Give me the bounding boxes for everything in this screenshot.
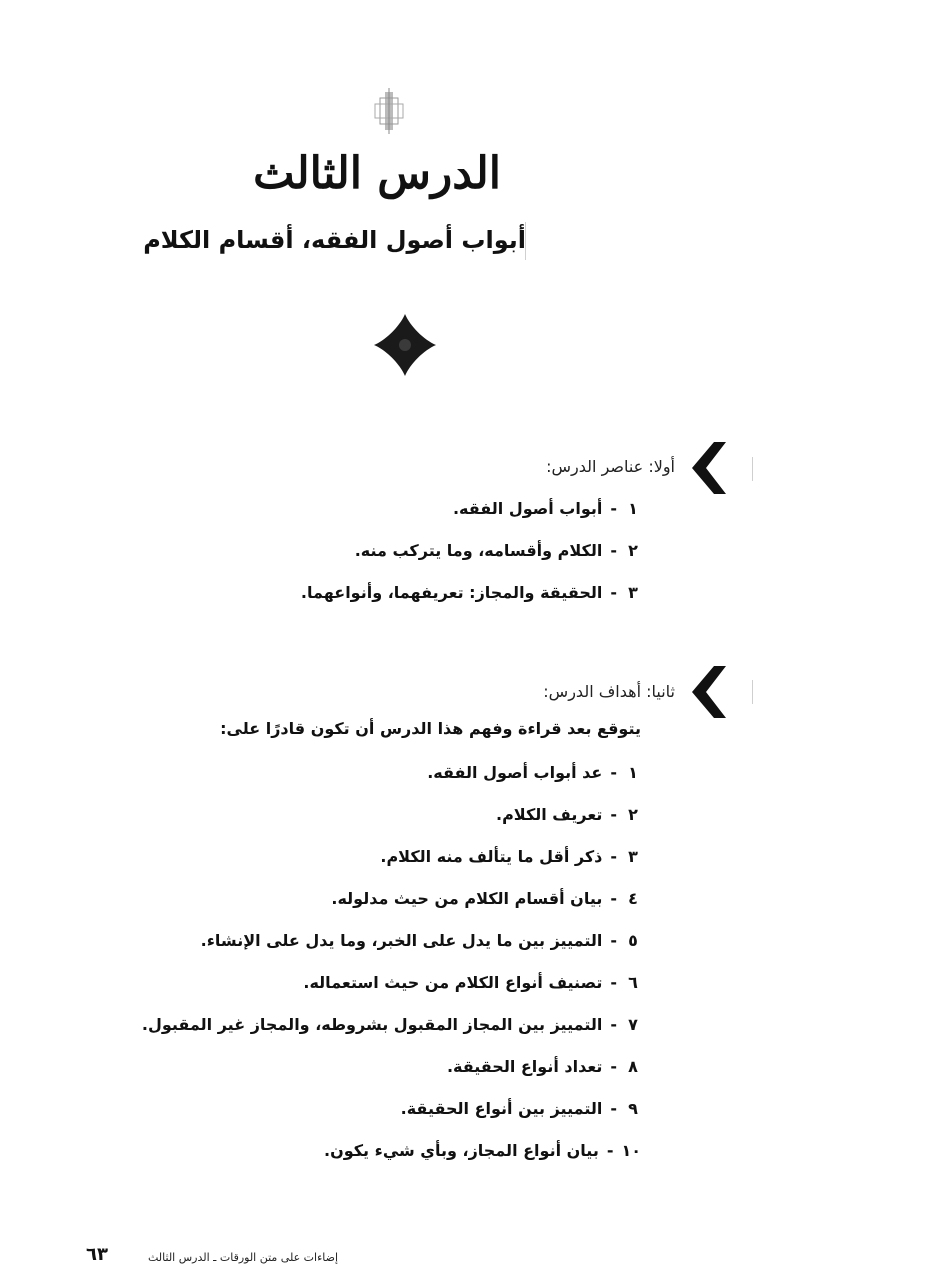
list-item: ١٠-بيان أنواع المجاز، وبأي شيء يكون. xyxy=(323,1141,641,1160)
list-item-text: بيان أنواع المجاز، وبأي شيء يكون. xyxy=(323,1141,599,1160)
list-item: ٥-التمييز بين ما يدل على الخبر، وما يدل على الإنشاء. xyxy=(201,931,641,950)
list-item: ١-أبواب أصول الفقه. xyxy=(453,499,641,518)
section-heading: أولا: عناصر الدرس: xyxy=(546,457,675,476)
list-item: ٢-تعريف الكلام. xyxy=(496,805,641,824)
list-item-number: ٥ xyxy=(628,931,638,950)
list-item: ٤-بيان أقسام الكلام من حيث مدلوله. xyxy=(331,889,641,908)
list-item: ٩-التمييز بين أنواع الحقيقة. xyxy=(401,1099,641,1118)
list-item-text: تعريف الكلام. xyxy=(495,805,603,824)
section-heading: ثانيا: أهداف الدرس: xyxy=(543,682,675,701)
section-intro: يتوقع بعد قراءة وفهم هذا الدرس أن تكون قادرًا على: xyxy=(220,719,641,738)
list-item-text: تعداد أنواع الحقيقة. xyxy=(446,1057,603,1076)
list-item-text: الكلام وأقسامه، وما يتركب منه. xyxy=(354,541,603,560)
list-item: ٦-تصنيف أنواع الكلام من حيث استعماله. xyxy=(303,973,641,992)
list-item-number: ٣ xyxy=(628,847,638,866)
list-item-number: ٧ xyxy=(628,1015,638,1034)
list-item: ٨-تعداد أنواع الحقيقة. xyxy=(447,1057,641,1076)
list-item-text: تصنيف أنواع الكلام من حيث استعماله. xyxy=(303,973,603,992)
list-item-number: ١ xyxy=(628,763,638,782)
list-item-text: أبواب أصول الفقه. xyxy=(452,499,603,518)
list-item-text: بيان أقسام الكلام من حيث مدلوله. xyxy=(331,889,603,908)
list-item: ٣-الحقيقة والمجاز: تعريفهما، وأنواعهما. xyxy=(301,583,641,602)
list-item-number: ٦ xyxy=(628,973,638,992)
list-item-number: ١ xyxy=(628,499,638,518)
list-item-text: الحقيقة والمجاز: تعريفهما، وأنواعهما. xyxy=(300,583,603,602)
list-item-number: ٢ xyxy=(628,805,638,824)
list-item-text: التمييز بين المجاز المقبول بشروطه، والمجاز غير المقبول. xyxy=(141,1015,603,1034)
list-item-number: ٨ xyxy=(628,1057,638,1076)
list-item-text: عد أبواب أصول الفقه. xyxy=(427,763,603,782)
ornament-icon xyxy=(366,88,412,134)
list-item-number: ٤ xyxy=(628,889,638,908)
list-item: ٧-التمييز بين المجاز المقبول بشروطه، والمجاز غير المقبول. xyxy=(142,1015,641,1034)
lesson-subtitle: أبواب أصول الفقه، أقسام الكلام xyxy=(143,226,526,254)
list-item-number: ٩ xyxy=(628,1099,638,1118)
list-item: ٣-ذكر أقل ما يتألف منه الكلام. xyxy=(380,847,641,866)
list-item-number: ١٠ xyxy=(621,1141,641,1160)
list-item-number: ٢ xyxy=(628,541,638,560)
list-item: ١-عد أبواب أصول الفقه. xyxy=(427,763,641,782)
list-item: ٢-الكلام وأقسامه، وما يتركب منه. xyxy=(355,541,641,560)
list-item-text: ذكر أقل ما يتألف منه الكلام. xyxy=(380,847,603,866)
chevron-left-icon xyxy=(686,664,728,720)
lesson-title: الدرس الثالث xyxy=(253,148,501,199)
list-item-text: التمييز بين أنواع الحقيقة. xyxy=(400,1099,603,1118)
divider xyxy=(752,680,753,704)
list-item-number: ٣ xyxy=(628,583,638,602)
diamond-ornament-icon xyxy=(372,312,438,378)
chevron-left-icon xyxy=(686,440,728,496)
divider xyxy=(752,457,753,481)
running-title: إضاءات على متن الورقات ـ الدرس الثالث xyxy=(148,1251,339,1264)
list-item-text: التمييز بين ما يدل على الخبر، وما يدل على الإنشاء. xyxy=(200,931,603,950)
page-number: ٦٣ xyxy=(86,1244,108,1265)
